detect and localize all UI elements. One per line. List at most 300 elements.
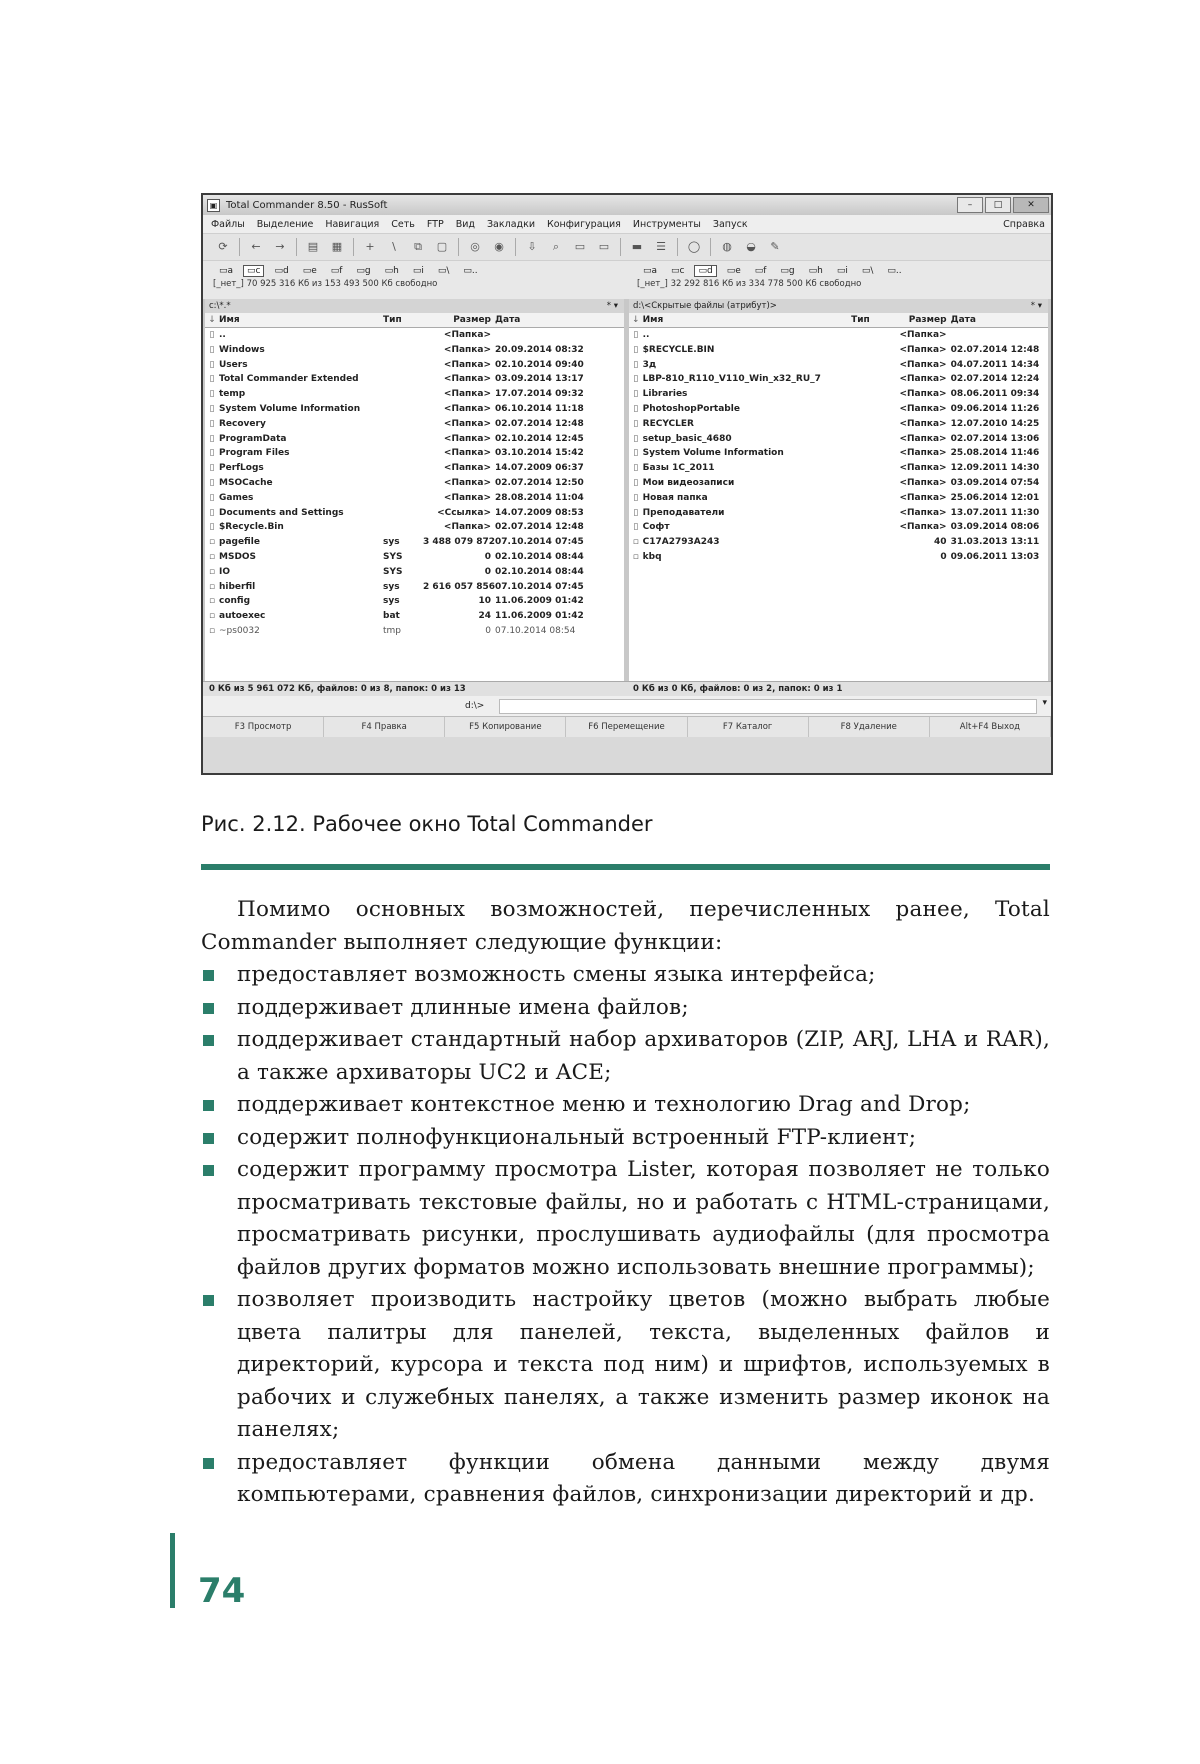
file-row[interactable] [629, 550, 1048, 565]
refresh-icon[interactable]: ⟳ [218, 240, 228, 253]
file-date: 31.03.2013 13:11 [950, 537, 1040, 548]
right-drive-area [627, 261, 1051, 299]
file-date: 11.06.2009 01:42 [495, 596, 584, 607]
toolbar [203, 233, 1051, 261]
file-date: 02.07.2014 12:50 [495, 477, 584, 488]
drive-button[interactable]: ▭g [780, 266, 795, 276]
right-file-list [629, 328, 1048, 565]
file-row[interactable] [629, 506, 1048, 521]
file-date: 11.06.2009 01:42 [495, 611, 584, 622]
file-row[interactable] [205, 343, 624, 358]
history-icon[interactable]: * ▾ [1030, 301, 1042, 311]
function-key-button[interactable]: F3 Просмотр [203, 717, 324, 737]
file-name: PerfLogs [219, 463, 264, 474]
file-row[interactable] [205, 565, 624, 580]
drive-button[interactable]: ▭f [754, 266, 767, 276]
bullet-icon [203, 970, 214, 981]
file-date: 12.07.2010 14:25 [950, 418, 1040, 429]
menu-item[interactable]: Конфигурация [547, 218, 621, 230]
drive-button[interactable]: ▭e [726, 266, 741, 276]
file-row[interactable] [205, 417, 624, 432]
file-type [383, 446, 423, 461]
select-icon[interactable]: + [365, 240, 375, 253]
left-panel[interactable] [203, 299, 627, 681]
back-icon[interactable]: ← [251, 240, 261, 253]
file-type [383, 343, 423, 358]
file-date: 07.10.2014 07:45 [495, 537, 584, 548]
drive-button[interactable]: ▭c [243, 265, 264, 277]
left-free-space: [_нет_] 70 925 316 Кб из 153 493 500 Кб свободно [213, 279, 438, 289]
menu-item[interactable]: Инструменты [632, 218, 701, 230]
disk-icon[interactable]: ◒ [746, 240, 756, 253]
page-number-bar [170, 1533, 175, 1608]
folder-icon: ▯ [633, 448, 639, 459]
file-type [383, 506, 423, 521]
file-type [851, 491, 890, 506]
menu-item[interactable]: Запуск [712, 218, 748, 230]
file-type [383, 432, 423, 447]
file-size: 0 [485, 625, 491, 636]
file-size: <Папка> [443, 330, 491, 340]
file-name: Users [219, 359, 248, 370]
folder-icon: ▯ [633, 389, 639, 400]
file-date: 12.09.2011 14:30 [950, 463, 1040, 474]
folder-icon: ▯ [209, 477, 215, 488]
file-row[interactable] [205, 387, 624, 402]
file-name: LBP-810_R110_V110_Win_x32_RU_7 [642, 374, 821, 385]
file-size: <Папка> [899, 374, 947, 385]
file-size: <Папка> [899, 344, 947, 355]
file-row[interactable] [629, 372, 1048, 387]
file-row[interactable] [205, 328, 624, 343]
drive-button[interactable]: ▭h [808, 266, 823, 276]
drive-button[interactable]: ▭i [836, 266, 848, 276]
file-date: 17.07.2014 09:32 [495, 389, 584, 400]
file-date: 25.06.2014 12:01 [950, 492, 1040, 503]
file-name: IO [219, 566, 230, 577]
file-size: <Папка> [899, 433, 947, 444]
file-name: Новая папка [642, 492, 708, 503]
file-date: 14.07.2009 08:53 [495, 507, 584, 518]
file-size: <Папка> [443, 433, 491, 444]
function-key-button[interactable]: F8 Удаление [809, 717, 930, 737]
file-name: temp [219, 389, 246, 400]
separator [620, 238, 621, 256]
separator [239, 238, 240, 256]
file-size: 10 [478, 596, 491, 607]
file-row[interactable] [629, 476, 1048, 491]
folder-icon: ▯ [209, 403, 215, 414]
folder-icon: ▯ [209, 507, 215, 518]
file-type [851, 506, 890, 521]
drive-button[interactable]: ▭i [412, 266, 424, 276]
file-date: 02.07.2014 12:48 [495, 522, 584, 533]
file-name: Program Files [219, 448, 290, 459]
file-name: Games [219, 492, 254, 503]
col-size[interactable]: Размер [908, 315, 947, 325]
file-row[interactable] [205, 432, 624, 447]
search-icon[interactable]: ⌕ [552, 240, 560, 253]
divider [201, 864, 1050, 870]
file-date: 06.10.2014 11:18 [495, 403, 584, 414]
minimize-icon[interactable]: – [957, 197, 983, 213]
file-row[interactable] [629, 491, 1048, 506]
copy-icon[interactable]: ⧉ [414, 240, 422, 253]
history-icon[interactable]: * ▾ [606, 301, 618, 311]
file-size: <Папка> [443, 403, 491, 414]
file-row[interactable] [629, 358, 1048, 373]
file-name: hiberfil [219, 581, 256, 592]
right-drive-buttons [627, 261, 1051, 277]
file-type [383, 328, 423, 343]
file-name: ~ps0032 [219, 625, 260, 636]
drive-button[interactable]: ▭d [694, 265, 716, 277]
function-key-button[interactable]: F5 Копирование [445, 717, 566, 737]
file-row[interactable] [629, 461, 1048, 476]
folder-icon: ▯ [633, 433, 639, 444]
function-key-bar [203, 716, 1051, 737]
file-size: <Папка> [443, 359, 491, 370]
file-name: Преподаватели [642, 507, 725, 518]
file-type [383, 387, 423, 402]
separator [353, 238, 354, 256]
file-date: 02.07.2014 13:06 [950, 433, 1040, 444]
file-type [383, 461, 423, 476]
ftp-icon[interactable]: ▬ [631, 240, 643, 253]
col-date[interactable]: Дата [950, 315, 976, 325]
right-status: 0 Кб из 0 Кб, файлов: 0 из 2, папок: 0 из 1 [633, 684, 843, 694]
list-item-text: поддерживает длинные имена файлов; [237, 994, 689, 1020]
menu-help[interactable]: Справка [1003, 218, 1045, 230]
url-icon[interactable]: ☰ [656, 240, 666, 253]
network-icon[interactable]: ◍ [722, 240, 732, 253]
drive-button[interactable]: ▭f [330, 266, 343, 276]
separator [710, 238, 711, 256]
file-date: 03.09.2014 08:06 [950, 522, 1040, 533]
file-row[interactable] [205, 520, 624, 535]
list-item [201, 1447, 1050, 1512]
right-panel[interactable] [627, 299, 1051, 681]
right-path[interactable] [629, 299, 1048, 313]
col-size[interactable]: Размер [453, 315, 491, 325]
col-type[interactable]: Тип [383, 315, 402, 325]
file-type [851, 535, 890, 550]
file-name: ProgramData [219, 433, 287, 444]
file-type [851, 372, 890, 387]
file-row[interactable] [205, 372, 624, 387]
file-size: <Папка> [443, 477, 491, 488]
file-type: sys [383, 596, 400, 607]
file-date: 02.07.2014 12:48 [950, 344, 1040, 355]
notepad-icon[interactable]: ✎ [770, 240, 780, 253]
col-date[interactable]: Дата [495, 315, 521, 325]
file-date: 04.07.2011 14:34 [950, 359, 1040, 370]
file-row[interactable] [629, 520, 1048, 535]
col-type[interactable]: Тип [851, 315, 870, 325]
file-type: tmp [383, 625, 402, 636]
folder-icon: ▯ [633, 330, 639, 340]
forward-icon[interactable]: → [275, 240, 285, 253]
list-item [201, 1122, 1050, 1155]
folder-icon: ▫ [632, 537, 639, 548]
function-key-button[interactable]: F7 Каталог [688, 717, 809, 737]
col-name[interactable]: Имя [642, 315, 664, 325]
file-name: System Volume Information [219, 403, 361, 414]
file-row[interactable] [629, 387, 1048, 402]
file-name: MSDOS [219, 551, 257, 562]
file-type [851, 446, 890, 461]
drive-button[interactable]: ▭.. [887, 266, 902, 276]
file-type: SYS [383, 551, 403, 562]
file-row[interactable] [205, 594, 624, 609]
file-name: Софт [642, 522, 670, 533]
drive-button[interactable]: ▭a [643, 266, 658, 276]
folder-icon: ▯ [633, 403, 639, 414]
bullet-icon [203, 1133, 214, 1144]
file-date: 02.07.2014 12:48 [495, 418, 584, 429]
file-row[interactable] [629, 535, 1048, 550]
drive-button[interactable]: ▭g [356, 266, 371, 276]
file-date: 03.10.2014 15:42 [495, 448, 584, 459]
drive-button[interactable]: ▭e [302, 266, 317, 276]
list-item-text: поддерживает стандартный набор архиваторов (ZIP, ARJ, LHA и RAR), а также архиваторы UC2 и ACE; [237, 1027, 1050, 1085]
file-date [951, 328, 1048, 343]
file-name: MSOCache [219, 477, 273, 488]
menu-item[interactable]: Выделение [256, 218, 314, 230]
file-size: 3 488 079 872 [423, 537, 496, 548]
folder-icon: ▫ [208, 566, 216, 577]
full-view-icon[interactable]: ▦ [331, 240, 343, 253]
folder-icon: ▯ [209, 389, 215, 400]
file-size: <Папка> [899, 359, 947, 370]
paste-icon[interactable]: ▢ [436, 240, 448, 253]
file-name: Мои видеозаписи [642, 477, 735, 488]
menu-item[interactable]: Навигация [325, 218, 380, 230]
drive-button[interactable]: ▭h [384, 266, 399, 276]
folder-icon: ▫ [208, 537, 216, 548]
file-date: 09.06.2014 11:26 [950, 403, 1040, 414]
file-type [383, 520, 423, 535]
menu-bar [203, 215, 1051, 233]
drive-button[interactable]: ▭\ [861, 266, 874, 276]
folder-icon: ▫ [632, 551, 639, 562]
left-path-label: c:\*.* [209, 301, 231, 311]
file-type: sys [383, 537, 400, 548]
file-type [851, 417, 890, 432]
file-row[interactable] [205, 491, 624, 506]
file-type [383, 476, 423, 491]
menu-item[interactable]: FTP [426, 218, 444, 230]
window-title: Total Commander 8.50 - RusSoft [226, 199, 388, 211]
file-type [383, 372, 423, 387]
file-row[interactable] [205, 446, 624, 461]
file-name: .. [219, 330, 226, 340]
file-size: <Папка> [899, 448, 947, 459]
file-date: 08.06.2011 09:34 [950, 389, 1040, 400]
chevron-down-icon[interactable]: ▾ [1042, 698, 1047, 708]
bullet-icon [203, 1165, 214, 1176]
menu-item[interactable]: Файлы [211, 218, 245, 230]
file-size: <Папка> [443, 448, 491, 459]
folder-icon: ▯ [209, 374, 215, 385]
file-name: System Volume Information [642, 448, 784, 459]
globe-icon[interactable]: ◯ [687, 240, 701, 253]
file-size: <Папка> [443, 522, 491, 533]
file-date [495, 328, 595, 343]
file-name: Libraries [642, 389, 688, 400]
intro-paragraph: Помимо основных возможностей, перечисленных ранее, Total Commander выполняет следующие функции: [201, 897, 1050, 955]
file-size: <Папка> [443, 463, 491, 474]
drive-button[interactable]: ▭a [219, 266, 234, 276]
file-name: $Recycle.Bin [219, 522, 284, 533]
folder-icon: ▯ [209, 522, 215, 533]
file-row[interactable] [629, 446, 1048, 461]
sort-arrow-icon: ↓ [632, 315, 640, 325]
menu-item[interactable]: Вид [455, 218, 475, 230]
file-date: 07.10.2014 08:54 [495, 625, 576, 636]
file-row[interactable] [205, 461, 624, 476]
file-type [851, 402, 890, 417]
list-item-text: поддерживает контекстное меню и технологию Drag and Drop; [237, 1092, 971, 1117]
file-type [383, 358, 423, 373]
list-item-text: позволяет производить настройку цветов (можно выбрать любые цвета палитры для панелей, текста, выделенных файлов и директорий, курсора и текста под ним) и шрифтов, используемых в рабочих и служебных панелях, а также изменить размер иконок на панелях; [237, 1287, 1050, 1442]
list-item [201, 1154, 1050, 1284]
list-item [201, 1284, 1050, 1447]
file-type [851, 432, 890, 447]
total-commander-screenshot [201, 193, 1053, 775]
list-item [201, 992, 1050, 1025]
drive-button[interactable]: ▭.. [463, 266, 478, 276]
file-row[interactable] [629, 343, 1048, 358]
bullet-icon [203, 1295, 214, 1306]
file-row[interactable] [205, 358, 624, 373]
file-name: Базы 1С_2011 [642, 463, 715, 474]
file-name: RECYCLER [642, 418, 694, 429]
file-date: 02.10.2014 08:44 [495, 566, 584, 577]
folder-icon: ▯ [209, 344, 215, 355]
command-input[interactable] [499, 699, 1037, 714]
folder-icon: ▯ [209, 359, 215, 370]
file-date: 14.07.2009 06:37 [495, 463, 584, 474]
unpack-icon[interactable]: ◉ [494, 240, 504, 253]
file-type [851, 476, 890, 491]
sort-arrow-icon: ↓ [208, 315, 216, 325]
file-size: <Папка> [443, 418, 491, 429]
maximize-icon[interactable]: □ [985, 197, 1011, 213]
drive-button[interactable]: ▭c [671, 266, 685, 276]
file-size: <Папка> [899, 403, 947, 414]
file-date: 02.07.2014 12:24 [950, 374, 1040, 385]
drive-button[interactable]: ▭d [274, 266, 289, 276]
folder-icon: ▯ [209, 433, 215, 444]
list-item [201, 959, 1050, 992]
file-type [851, 520, 890, 535]
drive-button[interactable]: ▭\ [437, 266, 450, 276]
file-row[interactable] [205, 580, 624, 595]
bullet-icon [203, 1458, 214, 1469]
file-row[interactable] [205, 535, 624, 550]
file-date: 02.10.2014 08:44 [495, 551, 584, 562]
file-row[interactable] [629, 417, 1048, 432]
file-date: 13.07.2011 11:30 [950, 507, 1040, 518]
file-size: <Папка> [899, 492, 947, 503]
file-name: config [219, 596, 251, 607]
file-name: Documents and Settings [219, 507, 344, 518]
folder-icon: ▯ [209, 330, 215, 340]
invert-icon[interactable]: \ [392, 240, 396, 253]
file-type [851, 387, 890, 402]
bullet-icon [203, 1003, 214, 1014]
file-date: 28.08.2014 11:04 [495, 492, 584, 503]
file-date: 03.09.2014 07:54 [950, 477, 1040, 488]
menu-item[interactable]: Сеть [391, 218, 415, 230]
status-bar [203, 681, 1051, 696]
file-date: 25.08.2014 11:46 [950, 448, 1040, 459]
file-size: <Папка> [899, 477, 947, 488]
file-size: <Папка> [899, 507, 947, 518]
right-path-label: d:\<Скрытые файлы (атрибут)> [633, 301, 777, 311]
sync-icon[interactable]: ⇩ [527, 240, 537, 253]
rename-icon[interactable]: ▭ [574, 240, 586, 253]
brief-view-icon[interactable]: ▤ [307, 240, 319, 253]
file-row[interactable] [205, 609, 624, 624]
file-size: 24 [478, 611, 491, 622]
file-row[interactable] [629, 432, 1048, 447]
file-size: <Папка> [443, 389, 491, 400]
file-size: <Папка> [899, 522, 947, 533]
menu-item[interactable]: Закладки [486, 218, 535, 230]
bullet-icon [203, 1100, 214, 1111]
separator [296, 238, 297, 256]
file-name: Recovery [219, 418, 266, 429]
file-row[interactable] [205, 624, 624, 639]
function-key-button[interactable]: F4 Правка [324, 717, 445, 737]
file-type: SYS [383, 566, 403, 577]
file-row[interactable] [629, 328, 1048, 343]
file-date: 20.09.2014 08:32 [495, 344, 584, 355]
folder-icon: ▫ [208, 581, 216, 592]
file-row[interactable] [629, 402, 1048, 417]
file-row[interactable] [205, 506, 624, 521]
title-bar [203, 195, 1051, 215]
bullet-icon [203, 1035, 214, 1046]
folder-icon: ▯ [633, 463, 639, 474]
function-key-button[interactable]: Alt+F4 Выход [930, 717, 1051, 737]
file-size: <Папка> [899, 330, 947, 340]
file-size: <Папка> [899, 389, 947, 400]
function-key-button[interactable]: F6 Перемещение [566, 717, 687, 737]
compare-icon[interactable]: ▭ [598, 240, 610, 253]
file-date: 03.09.2014 13:17 [495, 374, 584, 385]
file-size: 40 [934, 537, 947, 548]
right-column-header [629, 313, 1048, 328]
file-size: <Папка> [443, 344, 491, 355]
left-path[interactable] [205, 299, 624, 313]
col-name[interactable]: Имя [219, 315, 240, 325]
right-free-space: [_нет_] 32 292 816 Кб из 334 778 500 Кб свободно [637, 279, 862, 289]
folder-icon: ▯ [209, 448, 215, 459]
close-icon[interactable]: ✕ [1013, 197, 1049, 213]
file-row[interactable] [205, 550, 624, 565]
command-path: d:\> [465, 701, 485, 711]
folder-icon: ▯ [633, 492, 639, 503]
file-type [383, 417, 423, 432]
file-row[interactable] [205, 402, 624, 417]
function-list [201, 959, 1050, 1512]
file-row[interactable] [205, 476, 624, 491]
list-item [201, 1024, 1050, 1089]
pack-icon[interactable]: ◎ [470, 240, 480, 253]
